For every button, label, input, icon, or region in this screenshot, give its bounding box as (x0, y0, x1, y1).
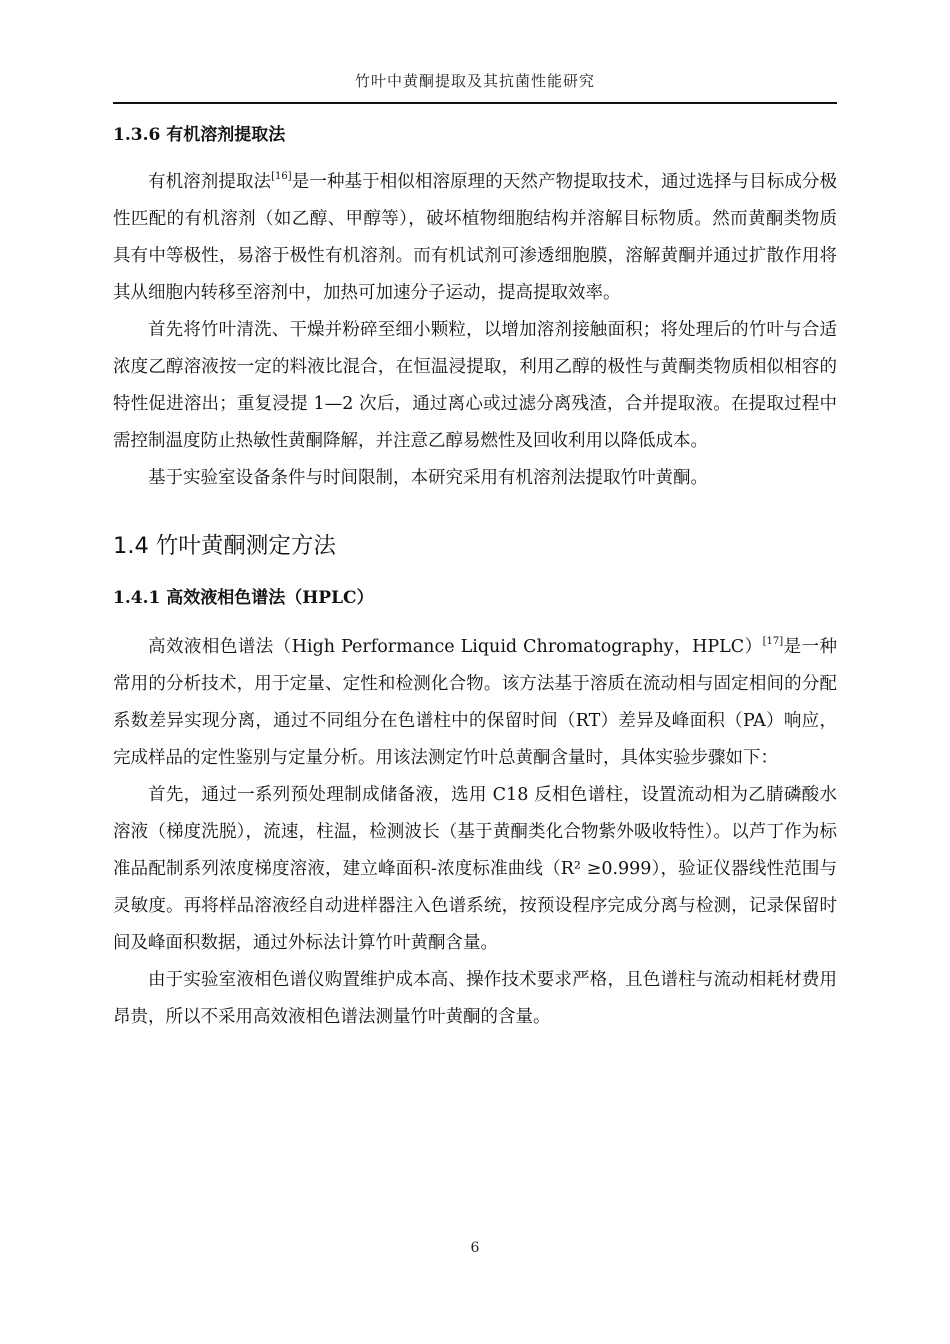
citation-ref[interactable]: [16] (271, 171, 292, 182)
header-rule (113, 102, 837, 104)
page-body (113, 116, 837, 1036)
section-heading-1-3-6: 1.3.6 有机溶剂提取法 (113, 125, 286, 145)
paragraph-text: 是一种基于相似相溶原理的天然产物提取技术，通过选择与目标成分极性匹配的有机溶剂（如乙醇、甲醇等），破坏植物细胞结构并溶解目标物质。然而黄酮类物质具有中等极性，易溶于极性有机溶剂。而有机试剂可渗透细胞膜，溶解黄酮并通过扩散作用将其从细胞内转移至溶剂中，加热可加速分子运动，提高提取效率。 (113, 172, 837, 303)
paragraph-text: 高效液相色谱法（High Performance Liquid Chromatography，HPLC） (148, 637, 763, 657)
citation-ref[interactable]: [17] (762, 636, 784, 647)
page-number: 6 (470, 1240, 480, 1256)
paragraph-text: 有机溶剂提取法 (148, 172, 272, 192)
section-heading-1-4-1: 1.4.1 高效液相色谱法（HPLC） (113, 588, 374, 608)
paragraph: 首先，通过一系列预处理制成储备液，选用 C18 反相色谱柱，设置流动相为乙腈磷酸水溶液（梯度洗脱），流速，柱温，检测波长（基于黄酮类化合物紫外吸收特性）。以芦丁作为标准品配制系列浓度梯度溶液，建立峰面积-浓度标准曲线（R² ≥0.999），验证仪器线性范围与灵敏度。再将样品溶液经自动进样器注入色谱系统，按预设程序完成分离与检测，记录保留时间及峰面积数据，通过外标法计算竹叶黄酮含量。 (113, 785, 837, 953)
paragraph: 由于实验室液相色谱仪购置维护成本高、操作技术要求严格，且色谱柱与流动相耗材费用昂贵，所以不采用高效液相色谱法测量竹叶黄酮的含量。 (113, 970, 837, 1027)
paragraph: 基于实验室设备条件与时间限制，本研究采用有机溶剂法提取竹叶黄酮。 (148, 468, 708, 488)
paragraph: 首先将竹叶清洗、干燥并粉碎至细小颗粒，以增加溶剂接触面积；将处理后的竹叶与合适浓度乙醇溶液按一定的料液比混合，在恒温浸提取，利用乙醇的极性与黄酮类物质相似相容的特性促进溶出；重复浸提 1—2 次后，通过离心或过滤分离残渣，合并提取液。在提取过程中需控制温度防止热敏性黄酮降解，并注意乙醇易燃性及回收利用以降低成本。 (113, 320, 837, 451)
paragraph (113, 164, 837, 312)
section-heading-1-4: 1.4 竹叶黄酮测定方法 (113, 533, 336, 559)
paragraph (113, 629, 837, 777)
running-header: 竹叶中黄酮提取及其抗菌性能研究 (354, 72, 595, 90)
paragraph-text: 是一种常用的分析技术，用于定量、定性和检测化合物。该方法基于溶质在流动相与固定相间的分配系数差异实现分离，通过不同组分在色谱柱中的保留时间（RT）差异及峰面积（PA）响应，完成样品的定性鉴别与定量分析。用该法测定竹叶总黄酮含量时，具体实验步骤如下： (113, 637, 837, 768)
